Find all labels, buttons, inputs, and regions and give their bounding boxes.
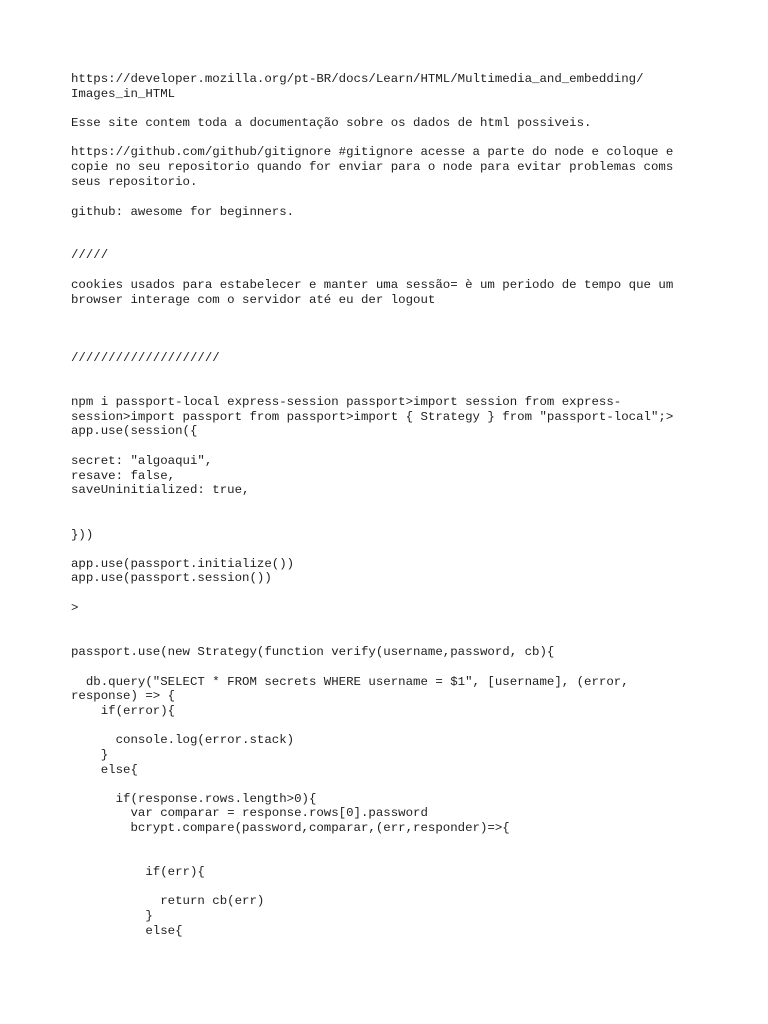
doc-line: saveUninitialized: true, [71,483,250,497]
doc-line: resave: false, [71,469,176,483]
doc-line: session>import passport from passport>import { Strategy } from "passport-local";> [71,410,674,424]
doc-line: app.use(passport.session()) [71,571,272,585]
doc-line: secret: "algoaqui", [71,454,213,468]
doc-line: console.log(error.stack) [71,733,295,747]
doc-line: if(response.rows.length>0){ [71,792,317,806]
doc-line: > [71,601,79,615]
doc-line: passport.use(new Strategy(function verify(username,password, cb){ [71,645,555,659]
doc-line: })) [71,528,94,542]
doc-line: return cb(err) [71,894,265,908]
doc-line: github: awesome for beginners. [71,205,295,219]
doc-line: bcrypt.compare(password,comparar,(err,responder)=>{ [71,821,510,835]
doc-line: ///// [71,248,109,262]
doc-line: } [71,909,153,923]
doc-line: browser interage com o servidor até eu der logout [71,293,436,307]
doc-line: else{ [71,763,138,777]
doc-line: app.use(passport.initialize()) [71,557,295,571]
doc-line: app.use(session({ [71,424,198,438]
doc-line: //////////////////// [71,351,220,365]
doc-line: var comparar = response.rows[0].password [71,806,428,820]
doc-line: else{ [71,924,183,938]
doc-line: response) => { [71,689,176,703]
doc-line: npm i passport-local express-session passport>import session from express- [71,395,622,409]
doc-line: cookies usados para estabelecer e manter uma sessão= è um periodo de tempo que um [71,278,674,292]
doc-line: Images_in_HTML [71,87,176,101]
doc-line: Esse site contem toda a documentação sobre os dados de html possiveis. [71,116,592,130]
doc-line: if(err){ [71,865,205,879]
doc-line: https://developer.mozilla.org/pt-BR/docs/Learn/HTML/Multimedia_and_embedding/ [71,72,644,86]
doc-line: if(error){ [71,704,176,718]
doc-line: db.query("SELECT * FROM secrets WHERE username = $1", [username], (error, [71,675,629,689]
doc-line: copie no seu repositorio quando for enviar para o node para evitar problemas coms [71,160,674,174]
doc-line: seus repositorio. [71,175,198,189]
doc-line: https://github.com/github/gitignore #gitignore acesse a parte do node e coloque e [71,145,674,159]
doc-line: } [71,748,109,762]
